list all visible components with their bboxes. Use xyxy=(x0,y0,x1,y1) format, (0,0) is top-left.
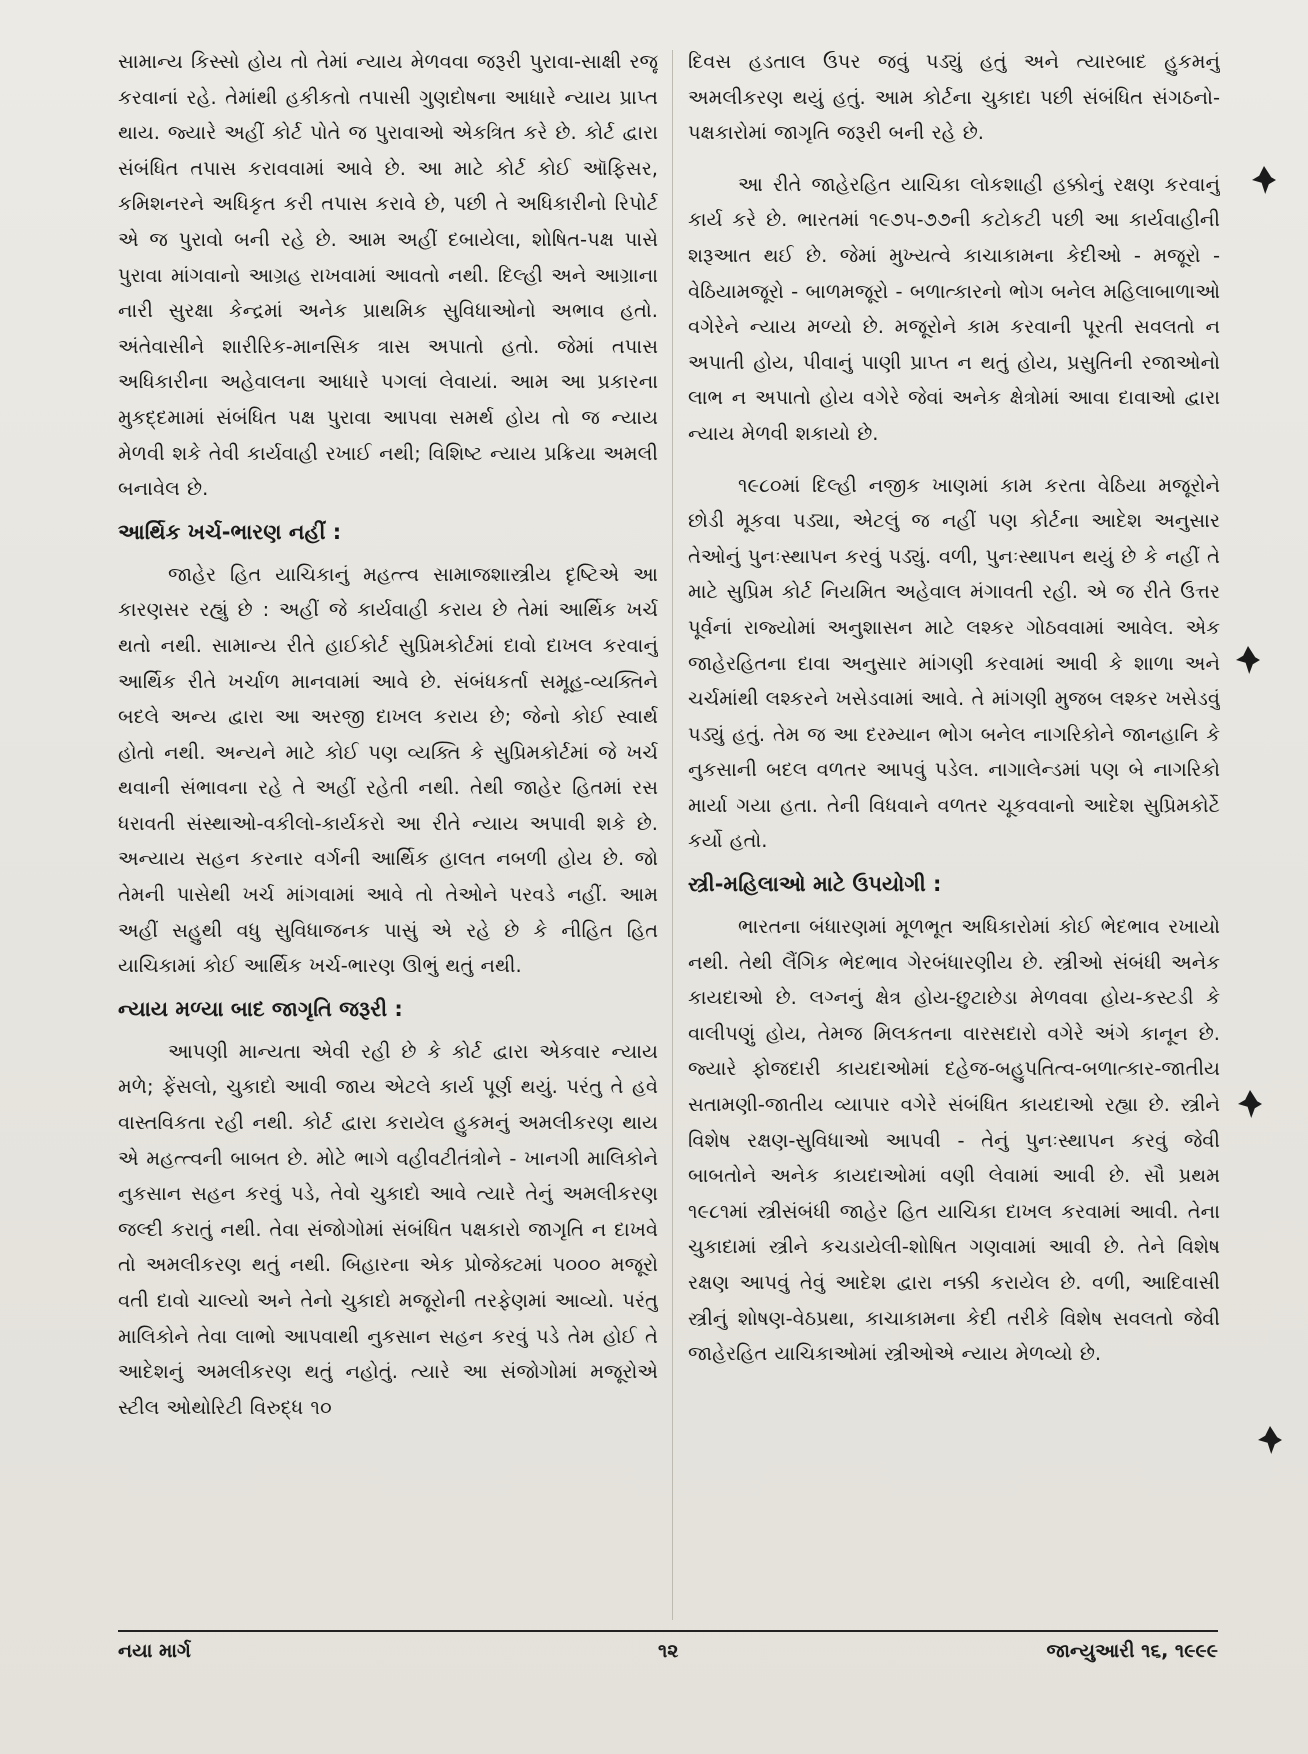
left-paragraph-1: સામાન્ય કિસ્સો હોય તો તેમાં ન્યાય મેળવવા જરૂરી પુરાવા-સાક્ષી રજૂ કરવાનાં રહે. તેમાંથી હકીકતો તપાસી ગુણદોષના આધારે ન્યાય પ્રાપ્ત થાય. જ્યારે અહીં કોર્ટ પોતે જ પુરાવાઓ એકત્રિત કરે છે. કોર્ટ દ્વારા સંબંધિત તપાસ કરાવવામાં આવે છે. આ માટે કોર્ટ કોઈ ઑફિસર, કમિશનરને અધિકૃત કરી તપાસ કરાવે છે, પછી તે અધિકારીનો રિપોર્ટ એ જ પુરાવો બની રહે છે. આમ અહીં દબાયેલા, શોષિત-પક્ષ પાસે પુરાવા માંગવાનો આગ્રહ રાખવામાં આવતો નથી. દિલ્હી અને આગ્રાના નારી સુરક્ષા કેન્દ્રમાં અનેક પ્રાથમિક સુવિધાઓનો અભાવ હતો. અંતેવાસીને શારીરિક-માનસિક ત્રાસ અપાતો હતો. જેમાં તપાસ અધિકારીના અહેવાલના આધારે પગલાં લેવાયાં. આમ આ પ્રકારના મુકદ્દમામાં સંબંધિત પક્ષ પુરાવા આપવા સમર્થ હોય તો જ ન્યાય મેળવી શકે તેવી કાર્યવાહી રખાઈ નથી; વિશિષ્ટ ન્યાય પ્રક્રિયા અમલી બનાવેલ છે. xyxy=(118,50,658,501)
section-heading-awareness: ન્યાય મળ્યા બાદ જાગૃતિ જરૂરી : xyxy=(118,996,403,1021)
left-paragraph-3: આપણી માન્યતા એવી રહી છે કે કોર્ટ દ્વારા એકવાર ન્યાય મળે; ફેંસલો, ચુકાદો આવી જાય એટલે કાર્ય પૂર્ણ થયું. પરંતુ તે હવે વાસ્તવિકતા રહી નથી. કોર્ટ દ્વારા કરાયેલ હુકમનું અમલીકરણ થાય એ મહત્ત્વની બાબત છે. મોટે ભાગે વહીવટીતંત્રોને - ખાનગી માલિકોને નુકસાન સહન કરવું પડે, તેવો ચુકાદો આવે ત્યારે તેનું અમલીકરણ જલ્દી કરાતું નથી. તેવા સંજોગોમાં સંબંધિત પક્ષકારો જાગૃતિ ન દાખવે તો અમલીકરણ થતું નથી. બિહારના એક પ્રોજેક્ટમાં ૫૦૦૦ મજૂરો વતી દાવો ચાલ્યો અને તેનો ચુકાદો મજૂરોની તરફેણમાં આવ્યો. પરંતુ માલિકોને તેવા લાભો આપવાથી નુકસાન સહન કરવું પડે તેમ હોઈ તે આદેશનું અમલીકરણ થતું નહોતું. ત્યારે આ સંજોગોમાં મજૂરોએ સ્ટીલ ઓથોરિટી વિરુદ્ધ ૧૦ xyxy=(118,1039,658,1419)
right-column xyxy=(688,44,1220,1624)
section-heading-women: સ્ત્રી-મહિલાઓ માટે ઉપયોગી : xyxy=(688,872,942,897)
page-footer xyxy=(118,1630,1218,1672)
left-column xyxy=(118,44,658,1624)
publication-name: નયા માર્ગ xyxy=(118,1640,191,1662)
page-number: ૧૨ xyxy=(658,1640,679,1662)
paragraph-gap xyxy=(688,452,1220,468)
section-heading-economic-cost: આર્થિક ખર્ચ-ભારણ નહીં : xyxy=(118,519,342,544)
right-paragraph-4: ભારતના બંધારણમાં મૂળભૂત અધિકારોમાં કોઈ ભેદભાવ રખાયો નથી. તેથી લૈંગિક ભેદભાવ ગેરબંધારણીય છે. સ્ત્રીઓ સંબંધી અનેક કાયદાઓ છે. લગ્નનું ક્ષેત્ર હોય-છુટાછેડા મેળવવા હોય-કસ્ટડી કે વાલીપણું હોય, તેમજ મિલકતના વારસદારો વગેરે અંગે કાનૂન છે. જ્યારે ફોજદારી કાયદાઓમાં દહેજ-બહુપતિત્વ-બળાત્કાર-જાતીય સતામણી-જાતીય વ્યાપાર વગેરે સંબંધિત કાયદાઓ રહ્યા છે. સ્ત્રીને વિશેષ રક્ષણ-સુવિધાઓ આપવી - તેનું પુનઃસ્થાપન કરવું જેવી બાબતોને અનેક કાયદાઓમાં વણી લેવામાં આવી છે. સૌ પ્રથમ ૧૯૮૧માં સ્ત્રીસંબંધી જાહેર હિત યાચિકા દાખલ કરવામાં આવી. તેના ચુકાદામાં સ્ત્રીને કચડાયેલી-શોષિત ગણવામાં આવી છે. તેને વિશેષ રક્ષણ આપવું તેવું આદેશ દ્વારા નક્કી કરાયેલ છે. વળી, આદિવાસી સ્ત્રીનું શોષણ-વેઠપ્રથા, કાચાકામના કેદી તરીકે વિશેષ સવલતો જેવી જાહેરહિત યાચિકાઓમાં સ્ત્રીઓએ ન્યાય મેળવ્યો છે. xyxy=(688,915,1220,1366)
left-paragraph-2: જાહેર હિત યાચિકાનું મહત્ત્વ સામાજશાસ્ત્રીય દૃષ્ટિએ આ કારણસર રહ્યું છે : અહીં જે કાર્યવાહી કરાય છે તેમાં આર્થિક ખર્ચ થતો નથી. સામાન્ય રીતે હાઈકોર્ટ સુપ્રિમકોર્ટમાં દાવો દાખલ કરવાનું આર્થિક રીતે ખર્ચાળ માનવામાં આવે છે. સંબંધકર્તા સમૂહ-વ્યક્તિને બદલે અન્ય દ્વારા આ અરજી દાખલ કરાય છે; જેનો કોઈ સ્વાર્થ હોતો નથી. અન્યને માટે કોઈ પણ વ્યક્તિ કે સુપ્રિમકોર્ટમાં જે ખર્ચ થવાની સંભાવના રહે તે અહીં રહેતી નથી. તેથી જાહેર હિતમાં રસ ધરાવતી સંસ્થાઓ-વકીલો-કાર્યકરો આ રીતે ન્યાય અપાવી શકે છે. અન્યાય સહન કરનાર વર્ગની આર્થિક હાલત નબળી હોય છે. જો તેમની પાસેથી ખર્ચ માંગવામાં આવે તો તેઓને પરવડે નહીં. આમ અહીં સહુથી વધુ સુવિધાજનક પાસું એ રહે છે કે નીહિત હિત યાચિકામાં કોઈ આર્થિક ખર્ચ-ભારણ ઊભું થતું નથી. xyxy=(118,562,658,978)
issue-date: જાન્યુઆરી ૧૬, ૧૯૯૯ xyxy=(1046,1640,1218,1662)
right-paragraph-1: દિવસ હડતાલ ઉપર જવું પડ્યું હતું અને ત્યારબાદ હુકમનું અમલીકરણ થયું હતું. આમ કોર્ટના ચુકાદા પછી સંબંધિત સંગઠનો-પક્ષકારોમાં જાગૃતિ જરૂરી બની રહે છે. xyxy=(688,50,1220,145)
paragraph-gap xyxy=(688,151,1220,167)
right-paragraph-3: ૧૯૮૦માં દિલ્હી નજીક ખાણમાં કામ કરતા વેઠિયા મજૂરોને છોડી મૂકવા પડ્યા, એટલું જ નહીં પણ કોર્ટના આદેશ અનુસાર તેઓનું પુનઃસ્થાપન કરવું પડ્યું. વળી, પુનઃસ્થાપન થયું છે કે નહીં તે માટે સુપ્રિમ કોર્ટ નિયમિત અહેવાલ મંગાવતી રહી. એ જ રીતે ઉત્તર પૂર્વનાં રાજ્યોમાં અનુશાસન માટે લશ્કર ગોઠવવામાં આવેલ. એક જાહેરહિતના દાવા અનુસાર માંગણી કરવામાં આવી કે શાળા અને ચર્ચમાંથી લશ્કરને ખસેડવામાં આવે. તે માંગણી મુજબ લશ્કર ખસેડવું પડ્યું હતું. તેમ જ આ દરમ્યાન ભોગ બનેલ નાગરિકોને જાનહાનિ કે નુકસાની બદલ વળતર આપવું પડેલ. નાગાલેન્ડમાં પણ બે નાગરિકો માર્યા ગયા હતા. તેની વિધવાને વળતર ચૂકવવાનો આદેશ સુપ્રિમકોર્ટે કર્યો હતો. xyxy=(688,473,1220,853)
column-divider xyxy=(672,50,673,1620)
right-paragraph-2: આ રીતે જાહેરહિત યાચિકા લોકશાહી હક્કોનું રક્ષણ કરવાનું કાર્ય કરે છે. ભારતમાં ૧૯૭૫-૭૭ની કટોકટી પછી આ કાર્યવાહીની શરૂઆત થઈ છે. જેમાં મુખ્યત્વે કાચાકામના કેદીઓ - મજૂરો - વેઠિયામજૂરો - બાળમજૂરો - બળાત્કારનો ભોગ બનેલ મહિલાબાળાઓ વગેરેને ન્યાય મળ્યો છે. મજૂરોને કામ કરવાની પૂરતી સવલતો ન અપાતી હોય, પીવાનું પાણી પ્રાપ્ત ન થતું હોય, પ્રસુતિની રજાઓનો લાભ ન અપાતો હોય વગેરે જેવાં અનેક ક્ષેત્રોમાં આવા દાવાઓ દ્વારા ન્યાય મેળવી શકાયો છે. xyxy=(688,172,1220,445)
